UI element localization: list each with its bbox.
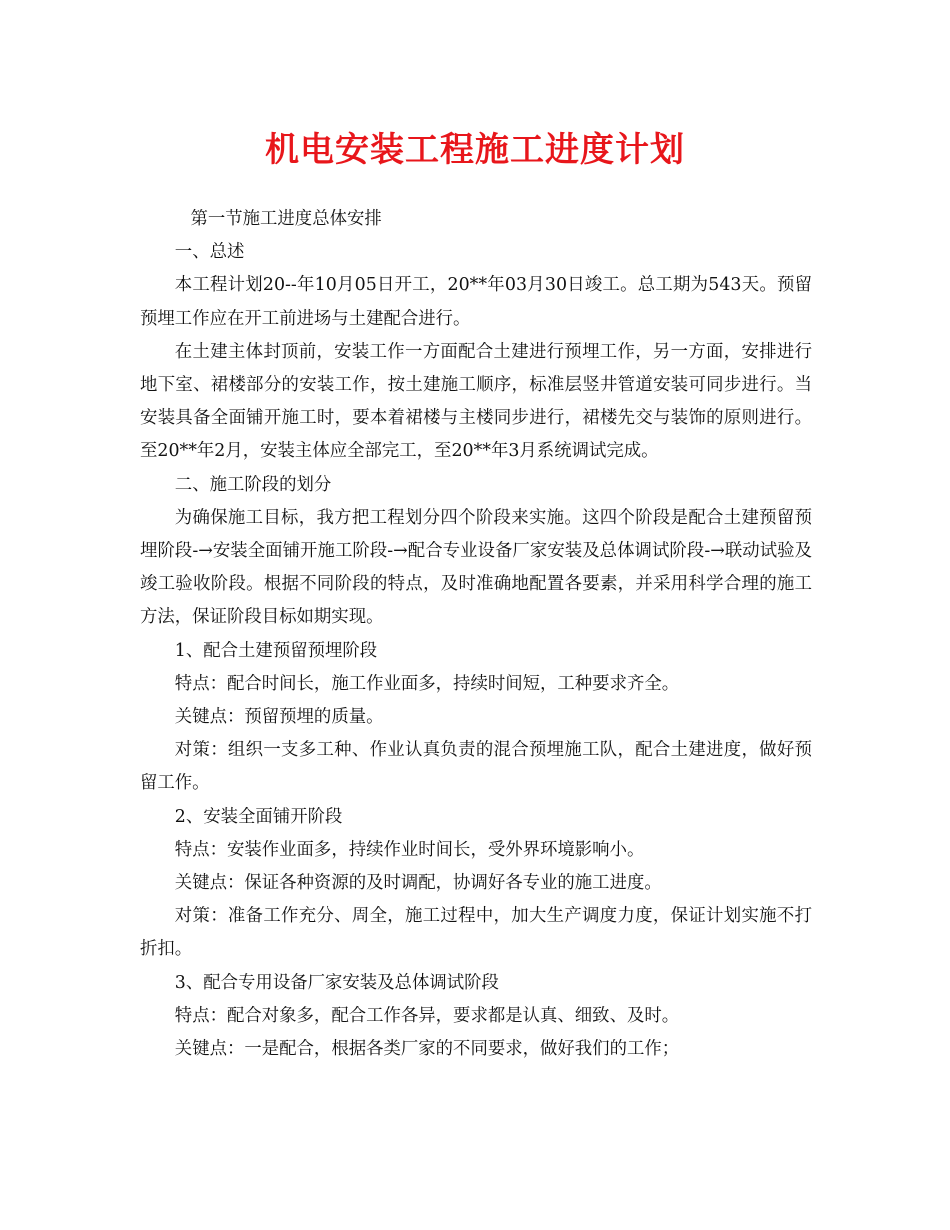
stage-strategy: 对策：组织一支多工种、作业认真负责的混合预埋施工队，配合土建进度，做好预留工作。	[140, 740, 812, 794]
section-heading: 第一节施工进度总体安排	[190, 209, 382, 229]
stage-feature: 特点：配合时间长，施工作业面多，持续时间短，工种要求齐全。	[174, 673, 680, 694]
subsection-heading: 二、施工阶段的划分	[174, 474, 332, 495]
stage-heading: 2、安装全面铺开阶段	[174, 806, 343, 827]
stage-key-point: 关键点：保证各种资源的及时调配，协调好各专业的施工进度。	[174, 873, 662, 894]
stage-key-point: 关键点：一是配合，根据各类厂家的不同要求，做好我们的工作；	[174, 1039, 680, 1060]
document-body	[140, 203, 812, 1066]
paragraph: 为确保施工目标，我方把工程划分四个阶段来实施。这四个阶段是配合土建预留预埋阶段-→安装全面铺开施工阶段-→配合专业设备厂家安装及总体调试阶段-→联动试验及竣工验收阶段。根据不同阶段的特点，及时准确地配置各要素，并采用科学合理的施工方法，保证阶段目标如期实现。	[140, 507, 812, 628]
stage-heading: 1、配合土建预留预埋阶段	[174, 640, 378, 661]
document-title: 机电安装工程施工进度计划	[265, 130, 685, 170]
stage-feature: 特点：配合对象多，配合工作各异，要求都是认真、细致、及时。	[174, 1005, 680, 1026]
stage-strategy: 对策：准备工作充分、周全，施工过程中，加大生产调度力度，保证计划实施不打折扣。	[140, 906, 812, 960]
subsection-heading: 一、总述	[174, 242, 245, 263]
paragraph: 在土建主体封顶前，安装工作一方面配合土建进行预埋工作，另一方面，安排进行地下室、裙楼部分的安装工作，按土建施工顺序，标准层竖井管道安装可同步进行。当安装具备全面铺开施工时，要本着裙楼与主楼同步进行，裙楼先交与装饰的原则进行。至20**年2月，安装主体应全部完工，至20**年3月系统调试完成。	[140, 341, 812, 462]
paragraph: 本工程计划20--年10月05日开工，20**年03月30日竣工。总工期为543天。预留预埋工作应在开工前进场与土建配合进行。	[140, 275, 812, 329]
stage-feature: 特点：安装作业面多，持续作业时间长，受外界环境影响小。	[174, 839, 645, 860]
stage-heading: 3、配合专用设备厂家安装及总体调试阶段	[174, 972, 499, 993]
stage-key-point: 关键点：预留预埋的质量。	[174, 707, 384, 728]
